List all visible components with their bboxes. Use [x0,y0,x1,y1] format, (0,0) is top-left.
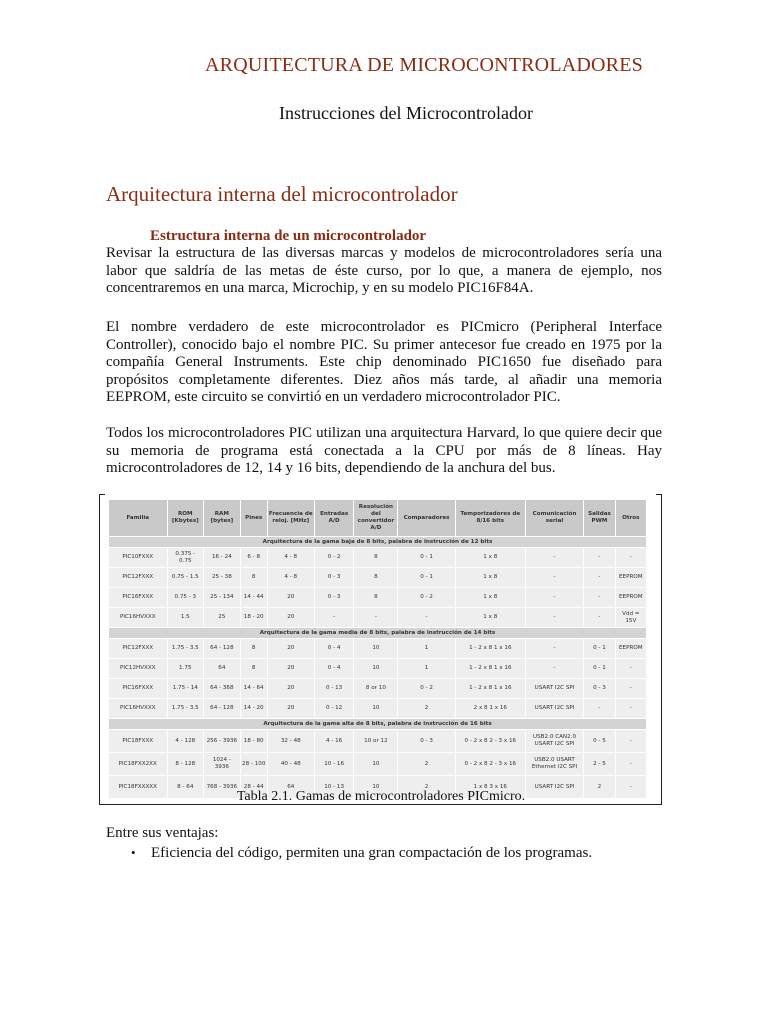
table-cell: 14 - 44 [240,588,267,608]
group-title-cell: Arquitectura de la gama media de 8 bits, palabra de instrucción de 14 bits [109,628,647,639]
table-figure [99,494,662,805]
table-cell: 1024 - 3936 [204,753,241,776]
table-row [109,659,647,679]
table-row [109,588,647,608]
table-cell: - [525,659,584,679]
table-cell: 10 [354,776,398,799]
table-cell: PIC16FXXX [109,588,168,608]
table-cell: 8 [240,659,267,679]
table-cell: 1 x 8 [455,588,525,608]
table-cell: 768 - 3936 [204,776,241,799]
table-cell: 14 - 64 [240,679,267,699]
table-cell: 20 [267,699,314,719]
table-cell: 0.375 - 0.75 [167,548,204,568]
table-cell: 64 - 368 [204,679,241,699]
table-cell: 20 [267,659,314,679]
table-cell: 1.5 [167,608,204,628]
paragraph-2: El nombre verdadero de este microcontrolador es PICmicro (Peripheral Interface Controller), conocido bajo el nombre PIC. Su primer antecesor fue creado en 1975 por la compañía General Instruments. Este chip denominado PIC1650 fue diseñado para propósitos completamente diferentes. Diez años más tarde, al añadir una memoria EEPROM, este circuito se convirtió en un verdadero microcontrolador PIC. [106,319,662,405]
table-cell: 0 - 2 x 8 2 - 3 x 16 [455,753,525,776]
table-cell: 40 - 48 [267,753,314,776]
table-cell: - [615,699,646,719]
table-cell: 2 [398,753,455,776]
table-cell: 18 - 20 [240,608,267,628]
bullet-icon: • [131,845,136,860]
table-cell: 6 - 8 [240,548,267,568]
table-cell: PIC18FXX2XX [109,753,168,776]
table-cell: 25 - 38 [204,568,241,588]
table-cell: - [354,608,398,628]
table-cell: 1 - 2 x 8 1 x 16 [455,639,525,659]
group-title-cell: Arquitectura de la gama baja de 8 bits, palabra de instrucción de 12 bits [109,537,647,548]
table-cell: 10 [354,699,398,719]
table-cell: - [525,588,584,608]
table-cell: 1.75 [167,659,204,679]
header-cell: RAM [bytes] [204,500,241,537]
header-cell: Salidas PWM [584,500,615,537]
table-cell: 10 or 12 [354,730,398,753]
table-row [109,608,647,628]
section-heading: Arquitectura interna del microcontrolador [106,182,458,206]
table-cell: 0 - 4 [314,659,354,679]
table-cell: USART I2C SPI [525,679,584,699]
table-cell: 64 - 128 [204,699,241,719]
table-cell: - [314,608,354,628]
table-cell: 20 [267,608,314,628]
table-row [109,679,647,699]
table-cell: 8 [240,639,267,659]
header-cell: Familia [109,500,168,537]
advantages-lead: Entre sus ventajas: [106,825,219,841]
table-cell: - [615,776,646,799]
table-cell: 25 - 134 [204,588,241,608]
table-cell: 8 - 128 [167,753,204,776]
table-cell: PIC16HVXXX [109,608,168,628]
table-cell: - [398,608,455,628]
table-cell: PIC10FXXX [109,548,168,568]
table-group-row [109,628,647,639]
table-cell: - [615,659,646,679]
header-cell: Comunicación serial [525,500,584,537]
table-cell: 1 [398,659,455,679]
header-cell: Comparadores [398,500,455,537]
table-cell: 18 - 80 [240,730,267,753]
table-cell: 4 - 8 [267,548,314,568]
table-cell: 10 - 16 [314,753,354,776]
table-cell: - [615,679,646,699]
table-cell: 2 x 8 1 x 16 [455,699,525,719]
table-cell: 0 - 1 [398,548,455,568]
advantage-text: Eficiencia del código, permiten una gran compactación de los programas. [151,845,593,861]
document-subtitle: Instrucciones del Microcontrolador [279,103,533,123]
table-cell: 1.75 - 3.5 [167,699,204,719]
table-cell: - [525,608,584,628]
table-caption: Tabla 2.1. Gamas de microcontroladores PICmicro. [236,789,526,804]
table-cell: 1 x 8 [455,568,525,588]
table-cell: USART I2C SPI [525,699,584,719]
table-cell: 28 - 100 [240,753,267,776]
table-cell: - [525,548,584,568]
table-cell: 10 - 13 [314,776,354,799]
table-cell: 0 - 13 [314,679,354,699]
table-cell: 1 - 2 x 8 1 x 16 [455,679,525,699]
header-cell: Resolución del convertidor A/D [354,500,398,537]
header-cell: Pines [240,500,267,537]
table-cell: 20 [267,588,314,608]
table-cell: 64 [267,776,314,799]
table-cell: 32 - 48 [267,730,314,753]
table-row [109,699,647,719]
table-cell: 0 - 5 [584,730,615,753]
table-cell: - [615,548,646,568]
table-cell: 4 - 128 [167,730,204,753]
table-cell: 20 [267,639,314,659]
table-cell: 0 - 1 [584,639,615,659]
table-cell: - [584,699,615,719]
table-cell: - [584,568,615,588]
subsection-heading: Estructura interna de un microcontrolador [150,228,427,244]
table-row [109,730,647,753]
table-cell: 0 - 3 [314,568,354,588]
table-cell: 0 - 1 [398,568,455,588]
table-row [109,753,647,776]
table-cell: Vdd = 15V [615,608,646,628]
table-cell: USB2.0 USART Ethernet I2C SPI [525,753,584,776]
table-cell: - [584,548,615,568]
table-header-row [109,500,647,537]
table-group-row [109,719,647,730]
table-cell: 64 [204,659,241,679]
table-cell: 64 - 128 [204,639,241,659]
table-row [109,548,647,568]
pic-families-table [108,499,647,799]
table-row [109,639,647,659]
table-cell: - [525,568,584,588]
header-cell: Frecuencia de reloj. [MHz] [267,500,314,537]
table-cell: 28 - 44 [240,776,267,799]
table-cell: PIC12FXXX [109,568,168,588]
header-cell: ROM [Kbytes] [167,500,204,537]
table-cell: 8 [354,568,398,588]
document-title: ARQUITECTURA DE MICROCONTROLADORES [205,54,643,76]
table-cell: - [584,588,615,608]
table-cell: 25 [204,608,241,628]
header-cell: Temporizadores de 8/16 bits [455,500,525,537]
table-row [109,568,647,588]
table-cell: 1 [398,639,455,659]
table-cell: PIC16FXXX [109,679,168,699]
paragraph-3: Todos los microcontroladores PIC utilizan una arquitectura Harvard, lo que quiere decir que su memoria de programa está conectada a la CPU por más de 8 líneas. Hay microcontroladores de 12, 14 y 16 bits, dependiendo de la anchura del bus. [106,425,662,476]
table-cell: 2 - 5 [584,753,615,776]
table-body [109,537,647,799]
advantage-item [131,845,592,862]
table-cell: 0 - 2 [398,588,455,608]
table-cell: PIC12HVXXX [109,659,168,679]
table-cell: 2 [584,776,615,799]
header-cell: Entradas A/D [314,500,354,537]
table-cell: EEPROM [615,639,646,659]
table-cell: 4 - 8 [267,568,314,588]
table-cell: 8 - 64 [167,776,204,799]
table-cell: 1 x 8 3 x 16 [455,776,525,799]
table-cell: - [525,639,584,659]
table-cell: 0.75 - 3 [167,588,204,608]
table-cell: - [584,608,615,628]
table-cell: 0 - 1 [584,659,615,679]
table-cell: EEPROM [615,588,646,608]
table-cell: PIC18FXXXXX [109,776,168,799]
table-cell: 16 - 24 [204,548,241,568]
table-cell: 0 - 4 [314,639,354,659]
table-cell: 0 - 3 [398,730,455,753]
table-cell: USB2.0 CAN2.0 USART I2C SPI [525,730,584,753]
table-cell: 8 [240,568,267,588]
table-cell: 10 [354,753,398,776]
table-cell: 1.75 - 14 [167,679,204,699]
table-cell: 8 [354,548,398,568]
table-cell: 4 - 16 [314,730,354,753]
table-cell: 1 x 8 [455,608,525,628]
table-cell: 1 x 8 [455,548,525,568]
header-cell: Otros [615,500,646,537]
table-cell: PIC16HVXXX [109,699,168,719]
table-cell: - [615,730,646,753]
table-cell: 20 [267,679,314,699]
table-cell: 10 [354,659,398,679]
table-cell: 1 - 2 x 8 1 x 16 [455,659,525,679]
table-cell: 2 [398,776,455,799]
table-cell: EEPROM [615,568,646,588]
table-cell: 0 - 2 [398,679,455,699]
paragraph-1: Revisar la estructura de las diversas marcas y modelos de microcontroladores sería una labor que saldría de las metas de éste curso, por lo que, a manera de ejemplo, nos concentraremos en una marca, Microchip, y en su modelo PIC16F84A. [106,245,662,296]
table-cell: 0 - 3 [314,588,354,608]
table-cell: PIC12FXXX [109,639,168,659]
table-cell: USART I2C SPI [525,776,584,799]
table-cell: 10 [354,639,398,659]
table-cell: 0 - 2 x 8 2 - 3 x 16 [455,730,525,753]
table-cell: PIC18FXXX [109,730,168,753]
table-cell: 0.75 - 1.5 [167,568,204,588]
group-title-cell: Arquitectura de la gama alta de 8 bits, palabra de instrucción de 16 bits [109,719,647,730]
table-group-row [109,537,647,548]
table-cell: 1.75 - 3.5 [167,639,204,659]
table-cell: - [615,753,646,776]
table-cell: 256 - 3936 [204,730,241,753]
table-cell: 0 - 12 [314,699,354,719]
table-cell: 2 [398,699,455,719]
table-cell: 14 - 20 [240,699,267,719]
table-cell: 8 or 10 [354,679,398,699]
table-cell: 8 [354,588,398,608]
table-cell: 0 - 2 [314,548,354,568]
table-cell: 0 - 3 [584,679,615,699]
